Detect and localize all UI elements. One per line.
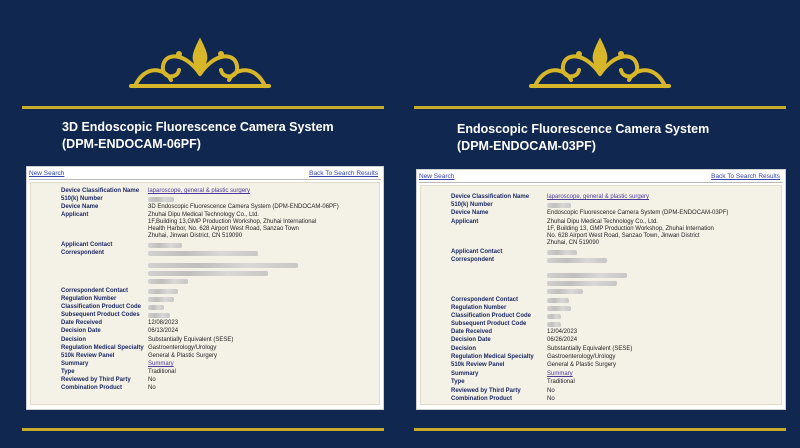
applicant-line: 1F, Building 13, GMP Production Workshop, Zhuhai Internation — [547, 226, 714, 232]
third-party-value: No — [148, 377, 156, 383]
field-label: Decision Date — [451, 337, 491, 343]
record-table — [30, 182, 380, 405]
redacted-value — [148, 243, 182, 248]
redacted-value — [148, 251, 258, 256]
field-label: Device Name — [451, 210, 489, 216]
field-label: Decision Date — [61, 328, 101, 334]
card-header — [29, 169, 381, 180]
specialty-value: Gastroenterology/Urology — [148, 345, 217, 351]
fda-record-card — [26, 166, 384, 410]
field-label: Combination Product — [61, 385, 122, 391]
gold-divider-bottom — [22, 428, 384, 431]
panel-title: 3D Endoscopic Fluorescence Camera System (DPM-ENDOCAM-06PF) — [62, 120, 334, 151]
field-label: Applicant — [451, 219, 479, 225]
redacted-value — [148, 279, 188, 284]
gold-divider-top — [22, 106, 384, 109]
field-label: Applicant Contact — [61, 242, 113, 248]
field-label: Applicant — [61, 212, 89, 218]
device-name-value: Endoscopic Fluorescence Camera System (DPM-ENDOCAM-03PF) — [547, 210, 729, 216]
panel-title: Endoscopic Fluorescence Camera System (DPM-ENDOCAM-03PF) — [457, 122, 710, 153]
date-received-value: 12/04/2023 — [547, 329, 578, 335]
new-search-link[interactable]: New Search — [419, 173, 455, 180]
field-label: Classification Product Code — [61, 304, 142, 310]
redacted-value — [148, 305, 164, 310]
applicant-line: Health Harbor, No. 628 Airport West Road, Sanzao Town — [148, 226, 299, 232]
field-label: Classification Product Code — [451, 313, 532, 319]
date-received-value: 12/08/2023 — [148, 320, 179, 326]
field-label: 510k Review Panel — [61, 353, 115, 359]
new-search-link[interactable]: New Search — [29, 170, 65, 177]
redacted-value — [547, 203, 571, 208]
redacted-value — [547, 250, 577, 255]
third-party-value: No — [547, 388, 555, 394]
redacted-value — [148, 289, 178, 294]
decision-value: Substantially Equivalent (SESE) — [547, 346, 633, 352]
field-label: Summary — [61, 361, 89, 367]
field-label: Reviewed by Third Party — [61, 377, 131, 383]
applicant-line: 1F,Building 13,GMP Production Workshop, Zhuhai International — [148, 219, 317, 225]
right-panel — [400, 0, 800, 448]
applicant-line: Zhuhai, CN 519090 — [547, 240, 600, 246]
field-label: Regulation Number — [61, 296, 117, 302]
review-panel-value: General & Plastic Surgery — [148, 353, 218, 359]
field-label: Type — [451, 379, 465, 385]
applicant-line: Zhuhai Dipu Medical Technology Co., Ltd. — [148, 212, 259, 218]
gold-scroll-ornament-icon — [525, 34, 675, 94]
redacted-value — [547, 289, 583, 294]
redacted-value — [148, 197, 174, 202]
field-label: Reviewed by Third Party — [451, 388, 521, 394]
decision-date-value: 06/26/2024 — [547, 337, 578, 343]
card-header — [419, 172, 783, 183]
applicant-line: Zhuhai, Jinwan District, CN 519090 — [148, 233, 243, 239]
redacted-value — [547, 322, 561, 327]
back-to-results-link[interactable]: Back To Search Results — [711, 173, 780, 180]
combination-value: No — [547, 396, 555, 402]
classification-link[interactable]: laparoscope, general & plastic surgery — [148, 188, 251, 194]
type-value: Traditional — [148, 369, 176, 375]
specialty-value: Gastroenterology/Urology — [547, 354, 616, 360]
fda-record-card — [416, 169, 786, 410]
device-name-value: 3D Endoscopic Fluorescence Camera System (DPM-ENDOCAM-06PF) — [148, 204, 339, 210]
review-panel-value: General & Plastic Surgery — [547, 362, 617, 368]
summary-link[interactable]: Summary — [547, 371, 573, 377]
field-label: 510(k) Number — [61, 196, 103, 202]
field-label: Regulation Number — [451, 305, 507, 311]
field-label: 510k Review Panel — [451, 362, 505, 368]
field-label: Device Classification Name — [61, 188, 140, 194]
field-label: Type — [61, 369, 75, 375]
decision-date-value: 06/13/2024 — [148, 328, 179, 334]
field-label: Applicant Contact — [451, 249, 503, 255]
redacted-value — [547, 298, 569, 303]
combination-value: No — [148, 385, 156, 391]
field-label: Correspondent Contact — [451, 297, 519, 303]
gold-divider-top — [414, 106, 786, 109]
field-label: 510(k) Number — [451, 202, 493, 208]
field-label: Date Received — [61, 320, 103, 326]
field-label: Device Name — [61, 204, 99, 210]
redacted-value — [148, 263, 298, 268]
gold-scroll-ornament-icon — [125, 34, 275, 94]
type-value: Traditional — [547, 379, 575, 385]
redacted-value — [148, 313, 170, 318]
summary-link[interactable]: Summary — [148, 361, 174, 367]
field-label: Subsequent Product Codes — [61, 312, 140, 318]
field-label: Combination Product — [451, 396, 512, 402]
field-label: Regulation Medical Specialty — [451, 354, 534, 360]
redacted-value — [547, 258, 607, 263]
classification-link[interactable]: laparoscope, general & plastic surgery — [547, 194, 650, 200]
field-label: Summary — [451, 371, 479, 377]
redacted-value — [148, 297, 174, 302]
redacted-value — [547, 281, 617, 286]
back-to-results-link[interactable]: Back To Search Results — [309, 170, 378, 177]
field-label: Correspondent — [61, 250, 105, 256]
applicant-line: Zhuhai Dipu Medical Technology Co., Ltd. — [547, 219, 658, 225]
field-label: Device Classification Name — [451, 194, 530, 200]
field-label: Decision — [61, 337, 87, 343]
redacted-value — [547, 306, 571, 311]
applicant-line: No. 628 Airport West Road, Sanzao Town, Jinwan District — [547, 233, 700, 239]
redacted-value — [547, 273, 627, 278]
field-label: Correspondent Contact — [61, 288, 129, 294]
redacted-value — [148, 271, 268, 276]
gold-divider-bottom — [414, 428, 786, 431]
decision-value: Substantially Equivalent (SESE) — [148, 337, 234, 343]
field-label: Correspondent — [451, 257, 495, 263]
field-label: Regulation Medical Specialty — [61, 345, 144, 351]
field-label: Decision — [451, 346, 477, 352]
field-label: Subsequent Product Code — [451, 321, 527, 327]
field-label: Date Received — [451, 329, 493, 335]
redacted-value — [547, 314, 561, 319]
record-table — [420, 185, 782, 405]
